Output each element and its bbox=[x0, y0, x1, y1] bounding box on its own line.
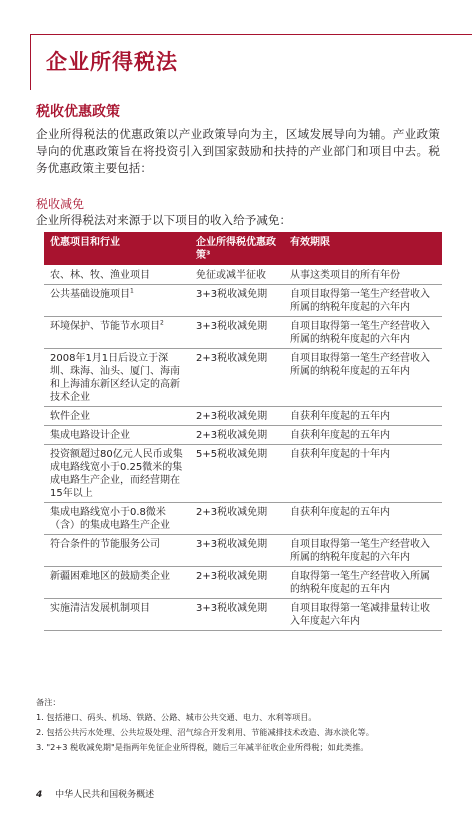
table-row bbox=[44, 503, 442, 535]
table-row bbox=[44, 535, 442, 567]
notes-label: 备注： bbox=[36, 697, 61, 707]
table-lead: 企业所得税法对来源于以下项目的收入给予减免： bbox=[36, 213, 292, 227]
note-2: 2. 包括公共污水处理、公共垃圾处理、沼气综合开发利用、节能减排技术改造、海水淡化等。 bbox=[36, 727, 374, 737]
cell-item bbox=[44, 407, 190, 426]
cell-policy: 2+3税收减免期 bbox=[190, 426, 284, 445]
cell-item-text: 环境保护、节能节水项目 bbox=[50, 321, 160, 332]
cell-item bbox=[44, 349, 190, 407]
notes bbox=[36, 696, 442, 756]
cell-item-text: 公共基础设施项目 bbox=[50, 289, 130, 300]
cell-item-text: 软件企业 bbox=[50, 411, 90, 422]
cell-item bbox=[44, 285, 190, 317]
cell-policy: 2+3税收减免期 bbox=[190, 349, 284, 407]
cell-item bbox=[44, 265, 190, 285]
cell-policy: 免征或减半征收 bbox=[190, 265, 284, 285]
cell-period: 从事这类项目的所有年份 bbox=[284, 265, 442, 285]
cell-item bbox=[44, 445, 190, 503]
header-period: 有效期限 bbox=[284, 232, 442, 265]
table-row bbox=[44, 349, 442, 407]
cell-policy: 2+3税收减免期 bbox=[190, 503, 284, 535]
page-number: 4 bbox=[36, 790, 43, 800]
cell-item bbox=[44, 535, 190, 567]
cell-item bbox=[44, 426, 190, 445]
note-1: 1. 包括港口、码头、机场、铁路、公路、城市公共交通、电力、水利等项目。 bbox=[36, 712, 317, 722]
header-policy: 企业所得税优惠政策³ bbox=[190, 232, 284, 265]
cell-period: 自取得第一笔生产经营收入所属的纳税年度起的五年内 bbox=[284, 567, 442, 599]
table-row bbox=[44, 445, 442, 503]
cell-item-text: 集成电路线宽小于0.8微米（含）的集成电路生产企业 bbox=[50, 507, 170, 531]
cell-item-text: 新疆困难地区的鼓励类企业 bbox=[50, 571, 170, 582]
cell-period: 自项目取得第一笔生产经营收入所属的纳税年度起的六年内 bbox=[284, 535, 442, 567]
cell-period: 自项目取得第一笔生产经营收入所属的纳税年度起的六年内 bbox=[284, 285, 442, 317]
cell-item bbox=[44, 317, 190, 349]
section-title: 税收优惠政策 bbox=[36, 104, 120, 120]
cell-policy: 2+3税收减免期 bbox=[190, 407, 284, 426]
cell-item bbox=[44, 503, 190, 535]
table-row bbox=[44, 567, 442, 599]
cell-item bbox=[44, 567, 190, 599]
cell-policy: 3+3税收减免期 bbox=[190, 535, 284, 567]
cell-policy: 3+3税收减免期 bbox=[190, 285, 284, 317]
cell-period: 自项目取得第一笔减排量转让收入年度起六年内 bbox=[284, 599, 442, 631]
header-item: 优惠项目和行业 bbox=[44, 232, 190, 265]
table-row bbox=[44, 426, 442, 445]
intro-paragraph: 企业所得税法的优惠政策以产业政策导向为主，区域发展导向为辅。产业政策导向的优惠政策旨在将投资引入到国家鼓励和扶持的产业部门和项目中去。税务优惠政策主要包括： bbox=[36, 127, 440, 175]
subsection-title: 税收减免 bbox=[36, 197, 85, 211]
table-row bbox=[44, 407, 442, 426]
left-frame-rule bbox=[30, 34, 31, 90]
cell-period: 自获利年度起的十年内 bbox=[284, 445, 442, 503]
note-3: 3. "2+3 税收减免期"是指两年免征企业所得税，随后三年减半征收企业所得税；如此类推。 bbox=[36, 742, 369, 752]
cell-item bbox=[44, 599, 190, 631]
cell-policy: 3+3税收减免期 bbox=[190, 599, 284, 631]
cell-item-text: 2008年1月1日后设立于深圳、珠海、汕头、厦门、海南和上海浦东新区经认定的高新技术企业 bbox=[50, 353, 180, 403]
cell-policy: 2+3税收减免期 bbox=[190, 567, 284, 599]
cell-period: 自获利年度起的五年内 bbox=[284, 407, 442, 426]
cell-period: 自获利年度起的五年内 bbox=[284, 503, 442, 535]
table-row bbox=[44, 599, 442, 631]
cell-policy: 5+5税收减免期 bbox=[190, 445, 284, 503]
cell-period: 自获利年度起的五年内 bbox=[284, 426, 442, 445]
cell-policy: 3+3税收减免期 bbox=[190, 317, 284, 349]
footnote-ref: 1 bbox=[130, 287, 134, 295]
cell-period: 自项目取得第一笔生产经营收入所属的纳税年度起的五年内 bbox=[284, 349, 442, 407]
tax-relief-table bbox=[44, 232, 442, 631]
cell-item-text: 投资额超过80亿元人民币或集成电路线宽小于0.25微米的集成电路生产企业，而经营期在15年以上 bbox=[50, 449, 183, 499]
footer-text: 中华人民共和国税务概述 bbox=[55, 790, 155, 800]
footnote-ref: 2 bbox=[160, 319, 164, 327]
table-header-row bbox=[44, 232, 442, 265]
page-footer bbox=[36, 787, 154, 800]
table-row bbox=[44, 265, 442, 285]
table-row bbox=[44, 285, 442, 317]
cell-item-text: 符合条件的节能服务公司 bbox=[50, 539, 160, 550]
top-frame-rule bbox=[30, 34, 472, 35]
cell-item-text: 集成电路设计企业 bbox=[50, 430, 130, 441]
table-row bbox=[44, 317, 442, 349]
cell-item-text: 实施清洁发展机制项目 bbox=[50, 603, 150, 614]
cell-period: 自项目取得第一笔生产经营收入所属的纳税年度起的六年内 bbox=[284, 317, 442, 349]
page-title: 企业所得税法 bbox=[46, 49, 178, 74]
cell-item-text: 农、林、牧、渔业项目 bbox=[50, 270, 150, 281]
